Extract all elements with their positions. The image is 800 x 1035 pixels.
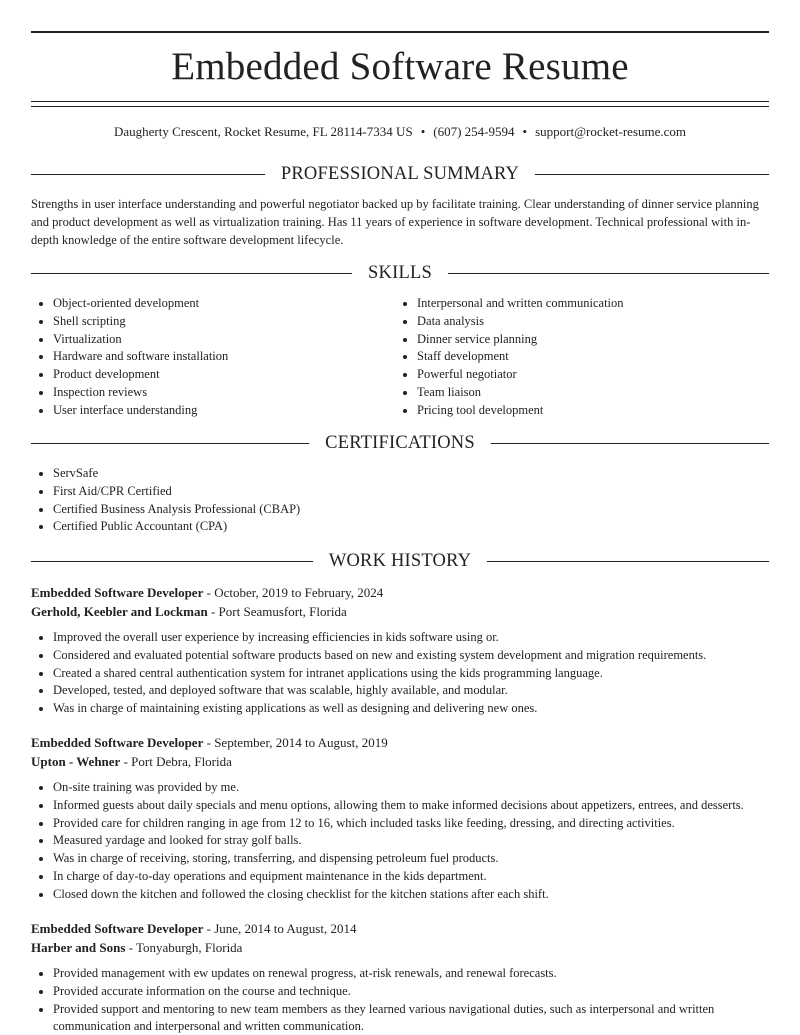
list-item: User interface understanding <box>31 402 391 420</box>
job-entry <box>31 583 769 718</box>
list-item: Provided management with ew updates on renewal progress, at-risk renewals, and renewal forecasts. <box>31 965 769 983</box>
contact-line <box>31 124 769 140</box>
job-dates: - June, 2014 to August, 2014 <box>203 921 357 936</box>
certifications-list <box>31 465 731 536</box>
job-company: Upton - Wehner <box>31 754 121 769</box>
list-item: Dinner service planning <box>395 331 755 349</box>
section-header-work <box>31 551 769 572</box>
contact-address: Daugherty Crescent, Rocket Resume, FL 28114-7334 US <box>113 124 413 139</box>
section-title-certifications: CERTIFICATIONS <box>325 433 475 453</box>
list-item: Measured yardage and looked for stray golf balls. <box>31 832 769 850</box>
contact-email[interactable]: support@rocket-resume.com <box>535 124 687 139</box>
list-item: On-site training was provided by me. <box>31 779 769 797</box>
list-item: Created a shared central authentication system for intranet applications using the kids programming language. <box>31 665 769 683</box>
job-role: Embedded Software Developer <box>31 921 204 936</box>
section-header-certifications <box>31 433 769 454</box>
title-double-rule <box>31 101 769 107</box>
top-rule <box>31 31 769 33</box>
list-item: Improved the overall user experience by increasing efficiencies in kids software using or. <box>31 629 769 647</box>
list-item: Hardware and software installation <box>31 348 391 366</box>
list-item: In charge of day-to-day operations and equipment maintenance in the kids department. <box>31 868 769 886</box>
skills-list-right <box>395 295 755 420</box>
list-item: Interpersonal and written communication <box>395 295 755 313</box>
list-item: Considered and evaluated potential software products based on new and existing system development and migration requirements. <box>31 647 769 665</box>
list-item: Informed guests about daily specials and menu options, allowing them to make informed decisions about appetizers, entrees, and desserts. <box>31 797 769 815</box>
job-location: - Tonyaburgh, Florida <box>125 940 243 955</box>
list-item: Certified Business Analysis Professional (CBAP) <box>31 501 731 519</box>
list-item: Inspection reviews <box>31 384 391 402</box>
list-item: Object-oriented development <box>31 295 391 313</box>
job-location: - Port Debra, Florida <box>120 754 232 769</box>
list-item: First Aid/CPR Certified <box>31 483 731 501</box>
job-dates: - October, 2019 to February, 2024 <box>203 585 384 600</box>
skills-list-left <box>31 295 391 420</box>
list-item: Closed down the kitchen and followed the closing checklist for the kitchen stations after each shift. <box>31 886 769 904</box>
list-item: Developed, tested, and deployed software that was scalable, highly available, and modular. <box>31 682 769 700</box>
list-item: Was in charge of maintaining existing applications as well as designing and delivering new ones. <box>31 700 769 718</box>
list-item: Product development <box>31 366 391 384</box>
professional-summary: Strengths in user interface understanding and powerful negotiator backed up by facilitate training. Clear understanding of dinner service planning and product development as well as virtualization training. Has 11 years of experience in software development. Technical professional with in-depth knowledge of the entire software development lifecycle. <box>31 197 759 247</box>
job-bullets <box>31 965 769 1035</box>
job-company: Gerhold, Keebler and Lockman <box>31 604 208 619</box>
section-header-skills <box>31 263 769 284</box>
list-item: ServSafe <box>31 465 731 483</box>
job-role: Embedded Software Developer <box>31 735 204 750</box>
job-dates: - September, 2014 to August, 2019 <box>203 735 388 750</box>
list-item: Powerful negotiator <box>395 366 755 384</box>
section-title-summary: PROFESSIONAL SUMMARY <box>280 164 520 184</box>
list-item: Team liaison <box>395 384 755 402</box>
list-item: Data analysis <box>395 313 755 331</box>
section-title-skills: SKILLS <box>368 263 432 283</box>
list-item: Shell scripting <box>31 313 391 331</box>
resume-title: Embedded Software Resume <box>171 45 629 88</box>
list-item: Virtualization <box>31 331 391 349</box>
list-item: Was in charge of receiving, storing, transferring, and dispensing petroleum fuel products. <box>31 850 769 868</box>
job-entry <box>31 733 769 904</box>
job-location: - Port Seamusfort, Florida <box>207 604 347 619</box>
contact-separator: • <box>522 124 528 139</box>
section-header-summary <box>31 164 769 185</box>
job-role: Embedded Software Developer <box>31 585 204 600</box>
job-company: Harber and Sons <box>31 940 126 955</box>
list-item: Provided care for children ranging in age from 12 to 16, which included tasks like feeding, dressing, and directing activities. <box>31 815 769 833</box>
job-bullets <box>31 629 769 718</box>
list-item: Staff development <box>395 348 755 366</box>
job-entry <box>31 919 769 1035</box>
contact-phone: (607) 254-9594 <box>433 124 515 139</box>
job-bullets <box>31 779 769 904</box>
list-item: Certified Public Accountant (CPA) <box>31 518 731 536</box>
section-title-work: WORK HISTORY <box>328 551 472 571</box>
list-item: Provided accurate information on the course and technique. <box>31 983 769 1001</box>
list-item: Pricing tool development <box>395 402 755 420</box>
contact-separator: • <box>420 124 426 139</box>
list-item: Provided support and mentoring to new team members as they learned various navigational duties, such as interpersonal and written communication and interpersonal and written communication. <box>31 1001 769 1035</box>
